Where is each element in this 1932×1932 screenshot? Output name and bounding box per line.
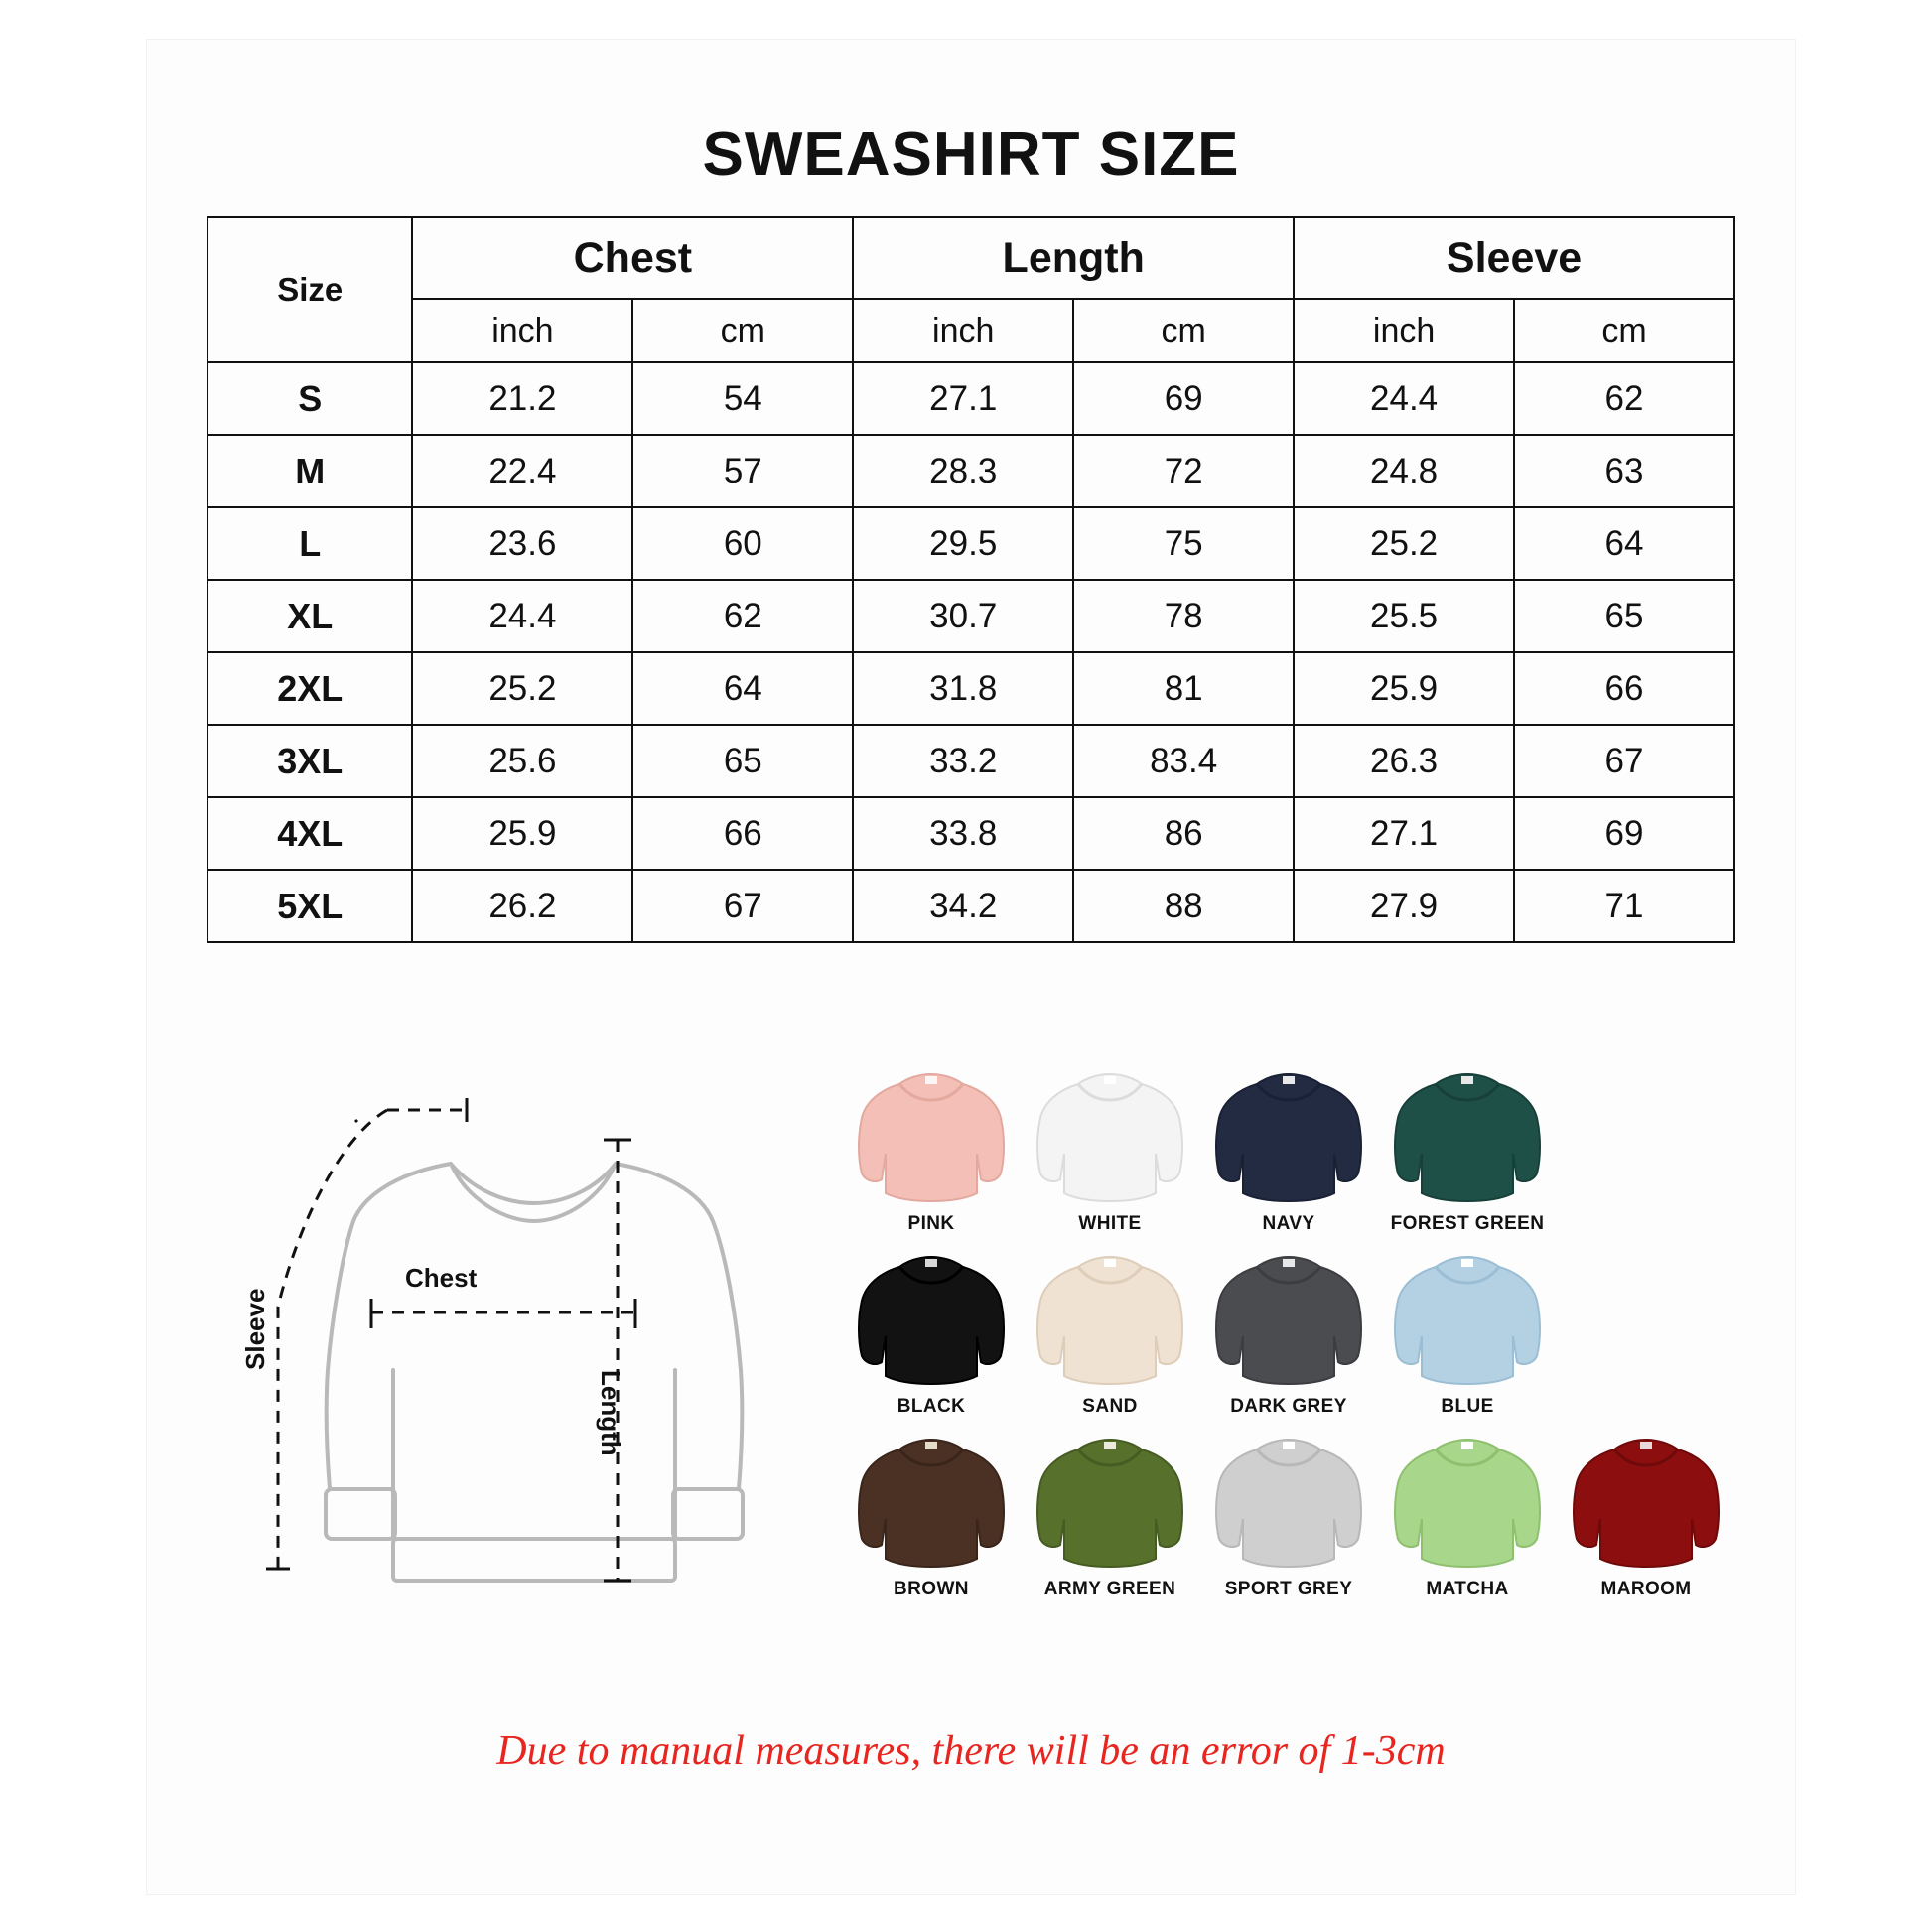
blue-swatch [1384,1245,1551,1394]
color-option-pink[interactable] [842,1062,1021,1235]
measurement-note: Due to manual measures, there will be an error of 1-3cm [496,1728,1446,1774]
chart-sheet [147,40,1795,1894]
cell-size: 4XL [207,797,412,870]
color-row-3 [842,1428,1735,1600]
cell-size: M [207,435,412,507]
size-table [207,216,1735,943]
header-group-chest: Chest [412,217,853,299]
cell-chest-cm: 66 [632,797,853,870]
cell-sleeve-cm: 69 [1514,797,1734,870]
cell-sleeve-inch: 25.2 [1294,507,1514,580]
cell-size: XL [207,580,412,652]
measurement-diagram [207,1072,842,1708]
cell-size: 2XL [207,652,412,725]
cell-length-cm: 88 [1073,870,1294,942]
sweatshirt-outline [326,1164,743,1581]
color-label: DARK GREY [1230,1396,1347,1417]
table-header-groups [207,217,1734,299]
cell-length-cm: 86 [1073,797,1294,870]
cell-length-cm: 69 [1073,362,1294,435]
cell-length-cm: 72 [1073,435,1294,507]
table-row [207,652,1734,725]
cell-sleeve-inch: 27.9 [1294,870,1514,942]
matcha-swatch [1384,1428,1551,1577]
cell-chest-inch: 21.2 [412,362,632,435]
sweatshirt-icon [1384,1062,1551,1211]
cell-chest-cm: 64 [632,652,853,725]
cell-length-inch: 34.2 [853,870,1073,942]
cell-length-cm: 78 [1073,580,1294,652]
cell-length-cm: 75 [1073,507,1294,580]
cell-size: S [207,362,412,435]
header-unit-sleeve-inch: inch [1294,299,1514,362]
color-label: WHITE [1078,1213,1142,1234]
brown-swatch [848,1428,1015,1577]
color-option-white[interactable] [1021,1062,1199,1235]
cell-chest-cm: 62 [632,580,853,652]
cell-chest-cm: 67 [632,870,853,942]
table-row [207,725,1734,797]
cell-chest-inch: 25.9 [412,797,632,870]
cell-chest-cm: 57 [632,435,853,507]
color-option-forest-green[interactable] [1378,1062,1557,1235]
page-title: SWEASHIRT SIZE [702,120,1240,189]
cell-chest-cm: 65 [632,725,853,797]
cell-length-cm: 83.4 [1073,725,1294,797]
header-unit-length-inch: inch [853,299,1073,362]
sweatshirt-icon [1205,1428,1372,1577]
black-swatch [848,1245,1015,1394]
cell-chest-inch: 24.4 [412,580,632,652]
pink-swatch [848,1062,1015,1211]
color-row-2 [842,1245,1735,1418]
color-option-brown[interactable] [842,1428,1021,1600]
cell-sleeve-cm: 71 [1514,870,1734,942]
sweatshirt-icon [848,1062,1015,1211]
sport-grey-swatch [1205,1428,1372,1577]
table-row [207,580,1734,652]
color-label: SPORT GREY [1224,1579,1353,1599]
cell-sleeve-inch: 24.8 [1294,435,1514,507]
color-option-army-green[interactable] [1021,1428,1199,1600]
sweatshirt-icon [1384,1428,1551,1577]
cell-length-cm: 81 [1073,652,1294,725]
cell-chest-inch: 25.2 [412,652,632,725]
cell-sleeve-inch: 25.9 [1294,652,1514,725]
table-row [207,435,1734,507]
sweatshirt-icon [1205,1062,1372,1211]
color-label: MAROOM [1600,1579,1692,1599]
color-label: ARMY GREEN [1043,1579,1176,1599]
cell-sleeve-cm: 65 [1514,580,1734,652]
color-label: NAVY [1262,1213,1315,1234]
navy-swatch [1205,1062,1372,1211]
sweatshirt-icon [1027,1245,1193,1394]
cell-sleeve-inch: 24.4 [1294,362,1514,435]
color-option-sand[interactable] [1021,1245,1199,1418]
cell-length-inch: 28.3 [853,435,1073,507]
header-size: Size [207,217,412,362]
color-row-1 [842,1062,1735,1235]
table-row [207,507,1734,580]
color-option-dark-grey[interactable] [1199,1245,1378,1418]
cell-size: 5XL [207,870,412,942]
color-option-black[interactable] [842,1245,1021,1418]
sweatshirt-icon [1027,1062,1193,1211]
sweatshirt-outline-svg [207,1072,842,1708]
sweatshirt-icon [848,1245,1015,1394]
measure-arrows [266,1098,635,1581]
color-option-matcha[interactable] [1378,1428,1557,1600]
cell-sleeve-inch: 26.3 [1294,725,1514,797]
sweatshirt-icon [1027,1428,1193,1577]
cell-size: L [207,507,412,580]
color-option-sport-grey[interactable] [1199,1428,1378,1600]
sand-swatch [1027,1245,1193,1394]
chest-measure-label: Chest [405,1263,478,1293]
length-measure-label: Length [596,1370,625,1456]
cell-length-inch: 31.8 [853,652,1073,725]
header-unit-chest-cm: cm [632,299,853,362]
cell-length-inch: 30.7 [853,580,1073,652]
cell-sleeve-cm: 67 [1514,725,1734,797]
cell-sleeve-cm: 66 [1514,652,1734,725]
cell-length-inch: 27.1 [853,362,1073,435]
sleeve-measure-label: Sleeve [240,1288,270,1370]
dark-grey-swatch [1205,1245,1372,1394]
color-label: MATCHA [1426,1579,1509,1599]
color-option-maroom[interactable] [1557,1428,1735,1600]
table-row [207,870,1734,942]
header-group-length: Length [853,217,1294,299]
white-swatch [1027,1062,1193,1211]
header-unit-chest-inch: inch [412,299,632,362]
header-unit-length-cm: cm [1073,299,1294,362]
header-group-sleeve: Sleeve [1294,217,1734,299]
cell-sleeve-inch: 25.5 [1294,580,1514,652]
color-label: PINK [907,1213,955,1234]
cell-sleeve-cm: 63 [1514,435,1734,507]
cell-chest-inch: 22.4 [412,435,632,507]
sweatshirt-icon [1563,1428,1729,1577]
cell-length-inch: 33.8 [853,797,1073,870]
cell-size: 3XL [207,725,412,797]
color-option-blue[interactable] [1378,1245,1557,1418]
forest-green-swatch [1384,1062,1551,1211]
cell-chest-cm: 60 [632,507,853,580]
color-label: BROWN [894,1579,969,1599]
maroom-swatch [1563,1428,1729,1577]
cell-sleeve-cm: 62 [1514,362,1734,435]
color-label: FOREST GREEN [1390,1213,1545,1234]
color-label: BLACK [897,1396,966,1417]
cell-chest-inch: 23.6 [412,507,632,580]
header-unit-sleeve-cm: cm [1514,299,1734,362]
cell-chest-inch: 26.2 [412,870,632,942]
cell-sleeve-inch: 27.1 [1294,797,1514,870]
color-label: BLUE [1441,1396,1494,1417]
size-table-container [207,216,1735,943]
sweatshirt-icon [848,1428,1015,1577]
color-options-grid [842,1062,1735,1610]
army-green-swatch [1027,1428,1193,1577]
cell-chest-cm: 54 [632,362,853,435]
table-row [207,797,1734,870]
color-option-navy[interactable] [1199,1062,1378,1235]
cell-chest-inch: 25.6 [412,725,632,797]
sweatshirt-icon [1384,1245,1551,1394]
cell-length-inch: 29.5 [853,507,1073,580]
cell-sleeve-cm: 64 [1514,507,1734,580]
color-label: SAND [1082,1396,1138,1417]
table-header-units [207,299,1734,362]
cell-length-inch: 33.2 [853,725,1073,797]
sweatshirt-icon [1205,1245,1372,1394]
table-row [207,362,1734,435]
